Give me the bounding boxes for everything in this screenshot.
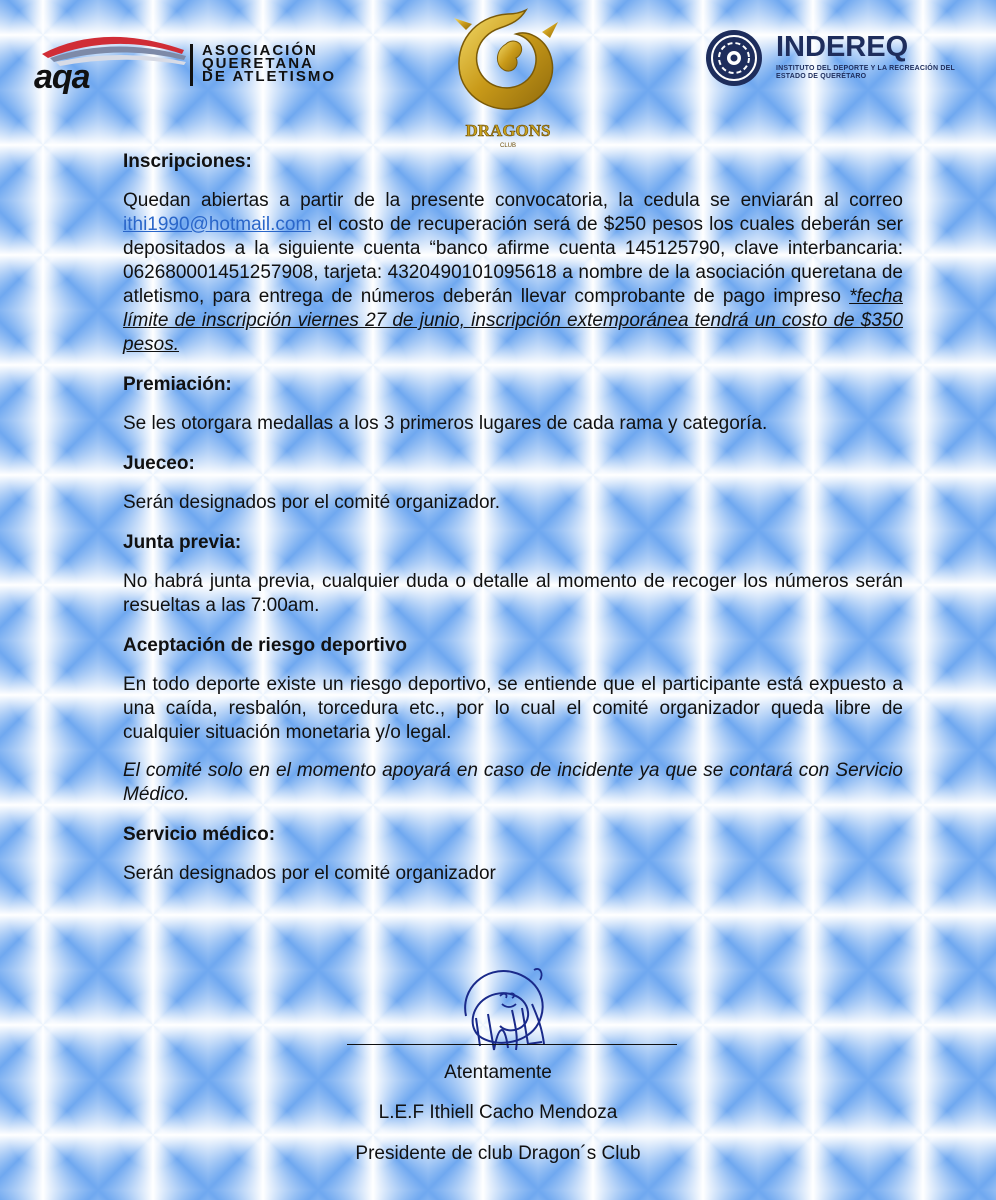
servicio-medico-text: Serán designados por el comité organizador — [123, 863, 496, 884]
aqa-name-line: DE ATLETISMO — [202, 68, 336, 85]
aqa-name-line: QUERETANA — [202, 55, 314, 72]
page-header — [0, 0, 996, 160]
section-title-premiacion: Premiación: — [123, 374, 232, 395]
section-title-riesgo: Aceptación de riesgo deportivo — [123, 635, 407, 656]
inscripciones-text — [123, 189, 903, 357]
junta-previa-text: No habrá junta previa, cualquier duda o detalle al momento de recoger los números serán resueltas a las 7:00am. — [123, 571, 903, 616]
signature-line — [347, 1044, 677, 1045]
inscripciones-text-after: el costo de recuperación será de $250 pesos los cuales deberán ser depositados a la siguiente cuenta “banco afirme cuenta 145125790, clave interbancaria: 062680001451257908, tarjeta: 4320490101095618 a nombre de la asociación queretana de atletismo, para entrega de números deberán llevar comprobante de pago impreso — [123, 214, 903, 307]
indereq-subtitle: INSTITUTO DEL DEPORTE Y LA RECREACIÓN DEL ESTADO DE QUERÉTARO — [776, 65, 955, 80]
logo-divider — [190, 44, 193, 86]
indereq-logo — [700, 28, 774, 88]
riesgo-text: En todo deporte existe un riesgo deportivo, se entiende que el participante está expuesto a una caída, resbalón, torcedura etc., por lo cual el comité organizador queda libre de cualquier situación monetaria y/o legal. — [123, 674, 903, 743]
aqa-name — [202, 44, 336, 83]
dragons-logo-sub: CLUB — [499, 143, 517, 149]
signature-block — [0, 958, 996, 1198]
email-link[interactable]: ithi1990@hotmail.com — [123, 214, 312, 235]
deadline-note: *fecha límite de inscripción viernes 27 de junio, inscripción extemporánea tendrá un costo de $350 pesos. — [123, 286, 903, 355]
closing-text: Atentamente — [444, 1062, 552, 1083]
dragons-club-logo — [446, 4, 570, 154]
indereq-name: INDEREQ — [776, 31, 909, 63]
section-title-jueceo: Jueceo: — [123, 453, 195, 474]
signer-name: L.E.F Ithiell Cacho Mendoza — [378, 1102, 618, 1123]
signer-position: Presidente de club Dragon´s Club — [355, 1143, 641, 1164]
inscripciones-text-before: Quedan abiertas a partir de la presente convocatoria, la cedula se enviarán al correo — [123, 190, 903, 211]
premiacion-text: Se les otorgara medallas a los 3 primeros lugares de cada rama y categoría. — [123, 413, 768, 434]
document-body — [123, 150, 903, 886]
section-title-inscripciones: Inscripciones: — [123, 151, 252, 172]
dragons-logo-text: DRAGONS — [465, 121, 551, 140]
aqa-name-line: ASOCIACIÓN — [202, 42, 318, 59]
handwritten-signature — [446, 958, 566, 1056]
section-title-junta-previa: Junta previa: — [123, 532, 242, 553]
riesgo-note: El comité solo en el momento apoyará en caso de incidente ya que se contará con Servicio Médico. — [123, 760, 903, 805]
jueceo-text: Serán designados por el comité organizador. — [123, 492, 501, 513]
section-title-servicio-medico: Servicio médico: — [123, 824, 276, 845]
aqa-mark: aqa — [34, 58, 90, 94]
